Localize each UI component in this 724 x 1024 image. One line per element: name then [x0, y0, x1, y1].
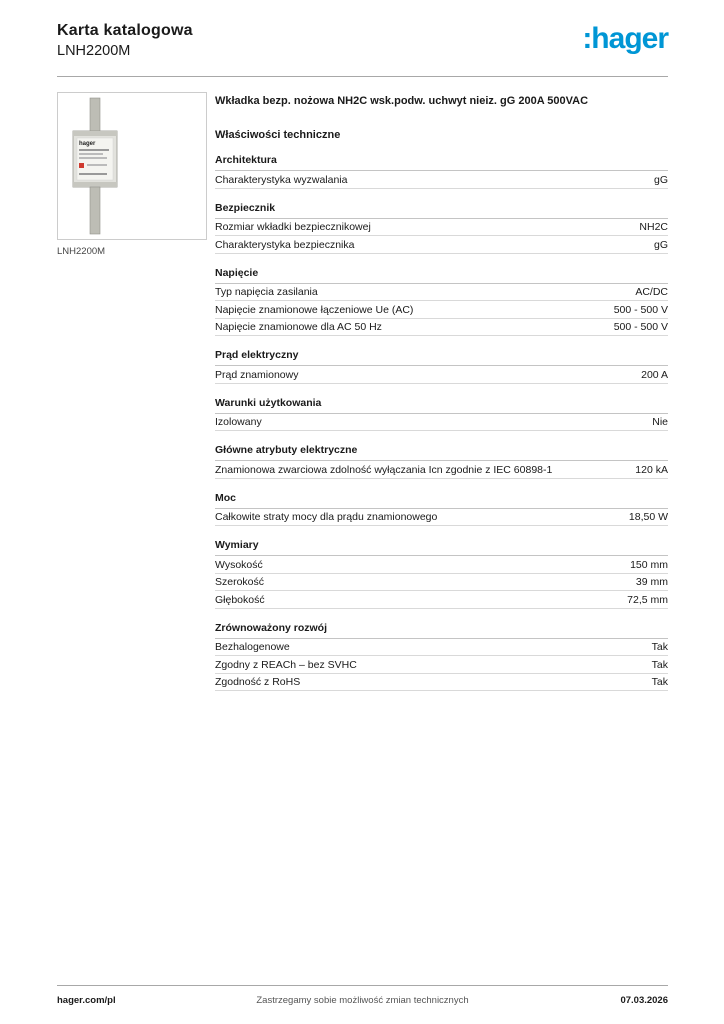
- page-footer: [57, 985, 668, 1006]
- section-title: Moc: [215, 492, 668, 509]
- section-architektura: [215, 154, 668, 189]
- hager-logo: :hager: [582, 22, 668, 55]
- section-title: Zrównoważony rozwój: [215, 622, 668, 639]
- svg-text:hager: hager: [79, 141, 96, 147]
- section-bezpiecznik: [215, 202, 668, 254]
- spec-label: Prąd znamionowy: [215, 368, 299, 381]
- section-napiecie: [215, 267, 668, 337]
- main-content: [215, 92, 668, 691]
- section-title: Architektura: [215, 154, 668, 171]
- spec-value: 39 mm: [635, 576, 668, 589]
- spec-row: [215, 219, 668, 237]
- spec-value: 500 - 500 V: [613, 321, 668, 334]
- footer-disclaimer: Zastrzegamy sobie możliwość zmian technicznych: [256, 995, 469, 1006]
- spec-value: gG: [653, 173, 668, 186]
- spec-label: Bezhalogenowe: [215, 641, 290, 654]
- spec-row: [215, 556, 668, 574]
- spec-row: [215, 509, 668, 527]
- spec-value: 18,50 W: [628, 511, 668, 524]
- fuse-illustration: [58, 93, 206, 239]
- spec-value: gG: [653, 238, 668, 251]
- spec-row: [215, 414, 668, 432]
- spec-row: [215, 319, 668, 337]
- section-title: Bezpiecznik: [215, 202, 668, 219]
- spec-value: 72,5 mm: [627, 593, 668, 606]
- footer-date: 07.03.2026: [620, 995, 668, 1006]
- spec-value: NH2C: [639, 221, 668, 234]
- spec-value: Tak: [651, 641, 668, 654]
- product-image-column: [57, 92, 207, 257]
- section-prad-elektryczny: [215, 349, 668, 384]
- section-zrownowazony-rozwoj: [215, 622, 668, 692]
- section-warunki-uzytkowania: [215, 397, 668, 432]
- section-title: Napięcie: [215, 267, 668, 284]
- spec-label: Typ napięcia zasilania: [215, 286, 318, 299]
- spec-label: Napięcie znamionowe łączeniowe Ue (AC): [215, 303, 414, 316]
- technical-properties-title: Właściwości techniczne: [215, 129, 341, 142]
- spec-label: Charakterystyka wyzwalania: [215, 173, 348, 186]
- section-moc: [215, 492, 668, 527]
- spec-value: Nie: [652, 416, 668, 429]
- spec-label: Zgodny z REACh – bez SVHC: [215, 658, 357, 671]
- spec-value: 150 mm: [630, 558, 668, 571]
- spec-label: Zgodność z RoHS: [215, 676, 301, 689]
- spec-label: Rozmiar wkładki bezpiecznikowej: [215, 221, 371, 234]
- spec-row: [215, 656, 668, 674]
- spec-value: 500 - 500 V: [613, 303, 668, 316]
- spec-value: 120 kA: [635, 463, 668, 476]
- section-title: Warunki użytkowania: [215, 397, 668, 414]
- product-reference: LNH2200M: [57, 43, 131, 59]
- spec-row: [215, 171, 668, 189]
- section-title: Główne atrybuty elektryczne: [215, 444, 668, 461]
- spec-row: [215, 284, 668, 302]
- spec-label: Charakterystyka bezpiecznika: [215, 238, 355, 251]
- spec-label: Napięcie znamionowe dla AC 50 Hz: [215, 321, 382, 334]
- section-glowne-atrybuty: [215, 444, 668, 479]
- spec-row: [215, 639, 668, 657]
- product-description: Wkładka bezp. nożowa NH2C wsk.podw. uchwyt nieiz. gG 200A 500VAC: [215, 95, 589, 107]
- spec-row: [215, 674, 668, 692]
- spec-value: Tak: [651, 676, 668, 689]
- spec-row: [215, 236, 668, 254]
- product-image: [57, 92, 207, 240]
- spec-value: Tak: [651, 658, 668, 671]
- spec-row: [215, 301, 668, 319]
- page-header: [57, 22, 668, 59]
- spec-row: [215, 591, 668, 609]
- spec-row: [215, 366, 668, 384]
- spec-label: Głębokość: [215, 593, 265, 606]
- spec-label: Całkowite straty mocy dla prądu znamionowego: [215, 511, 438, 524]
- document-title: Karta katalogowa: [57, 22, 193, 39]
- section-title: Wymiary: [215, 539, 668, 556]
- product-image-caption: LNH2200M: [57, 246, 106, 257]
- spec-label: Wysokość: [215, 558, 263, 571]
- header-divider: [57, 76, 668, 77]
- spec-row: [215, 574, 668, 592]
- footer-website-link[interactable]: hager.com/pl: [57, 995, 116, 1006]
- spec-value: 200 A: [641, 368, 668, 381]
- spec-label: Izolowany: [215, 416, 262, 429]
- spec-label: Znamionowa zwarciowa zdolność wyłączania Icn zgodnie z IEC 60898-1: [215, 463, 553, 476]
- section-wymiary: [215, 539, 668, 609]
- spec-value: AC/DC: [635, 286, 668, 299]
- spec-label: Szerokość: [215, 576, 265, 589]
- section-title: Prąd elektryczny: [215, 349, 668, 366]
- spec-row: [215, 461, 668, 479]
